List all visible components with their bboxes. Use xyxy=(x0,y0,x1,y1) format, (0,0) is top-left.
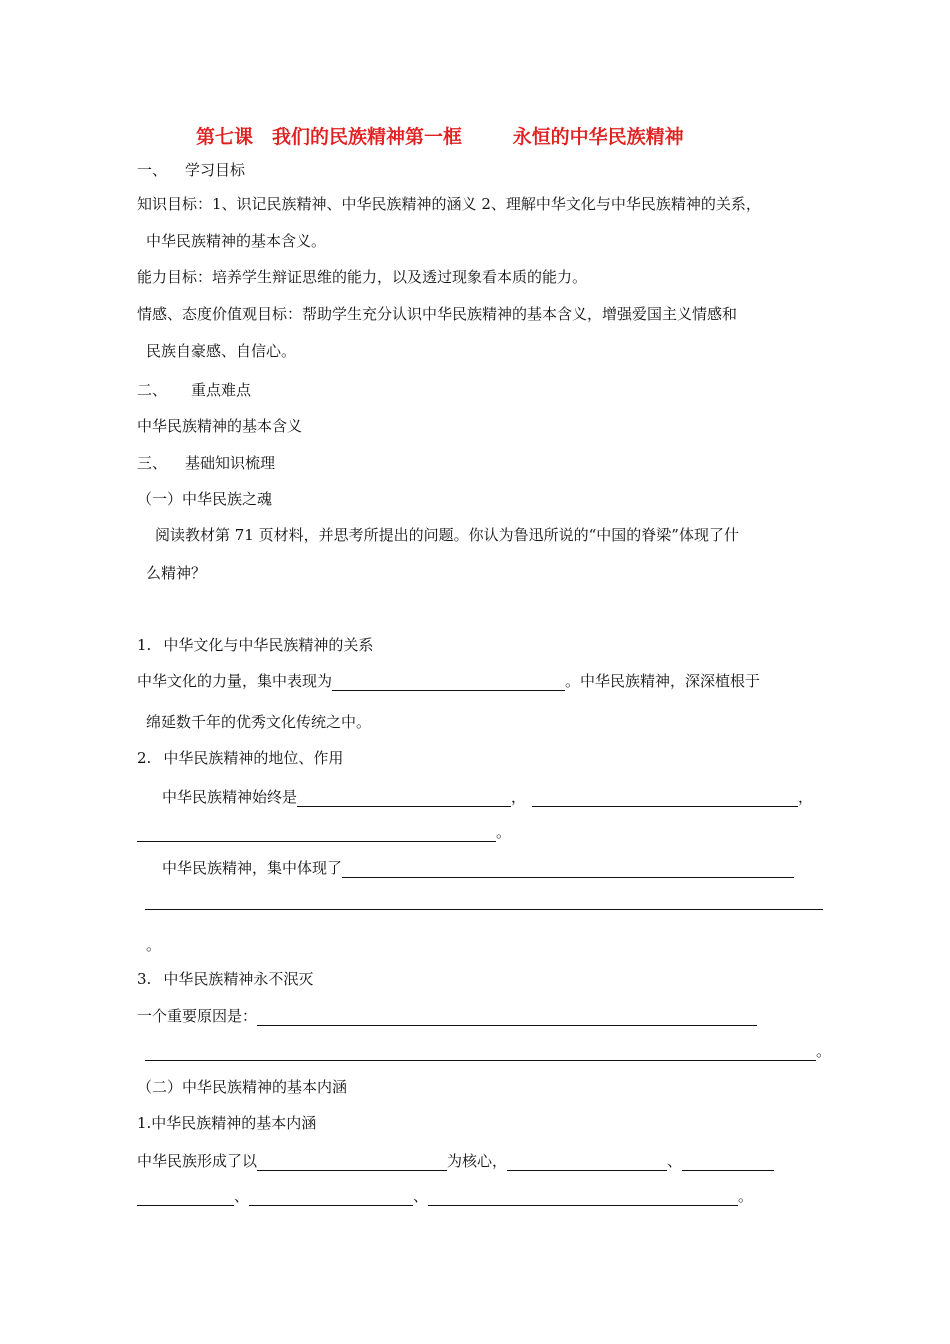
section-number: 二、 xyxy=(137,381,168,399)
item-2b-fill-line xyxy=(162,858,794,878)
sub2-prefix: 中华民族形成了以 xyxy=(137,1152,258,1170)
reading-prompt-line-2: 么精神？ xyxy=(146,564,207,582)
section-title: 重点难点 xyxy=(191,381,252,399)
item-2-heading xyxy=(137,748,343,768)
item-2b-prefix: 中华民族精神，集中体现了 xyxy=(162,859,343,877)
item-1-prefix: 中华文化的力量，集中表现为 xyxy=(137,672,333,690)
answer-blank[interactable] xyxy=(257,1010,757,1026)
page-title xyxy=(196,127,684,147)
answer-blank[interactable] xyxy=(532,791,798,807)
ability-goal: 能力目标：培养学生辩证思维的能力，以及透过现象看本质的能力。 xyxy=(137,268,588,286)
item-3-fill-line xyxy=(137,1006,757,1026)
section-number: 一、 xyxy=(137,161,168,179)
answer-blank[interactable] xyxy=(682,1155,774,1171)
answer-blank[interactable] xyxy=(145,1045,816,1061)
separator: 、 xyxy=(667,1152,683,1170)
item-3-prefix: 一个重要原因是： xyxy=(137,1007,258,1025)
item-1-fill-line xyxy=(137,671,760,691)
item-3-fill-line-2 xyxy=(145,1041,831,1061)
comma: ， xyxy=(511,788,527,806)
section-title: 学习目标 xyxy=(185,161,246,179)
subsection-1-heading: （一）中华民族之魂 xyxy=(137,490,273,508)
item-2-fill-line-2 xyxy=(137,822,511,842)
knowledge-goal-line-1: 知识目标：1、识记民族精神、中华民族精神的涵义 2、理解中华文化与中华民族精神的关系， xyxy=(137,195,761,213)
subsection-2-fill-line-2 xyxy=(137,1186,753,1206)
sub2-middle: 为核心， xyxy=(447,1152,508,1170)
item-title: 中华民族精神永不泯灭 xyxy=(163,970,314,988)
item-2-fill-line xyxy=(162,787,813,807)
answer-blank[interactable] xyxy=(342,862,794,878)
reading-prompt-line-1: 阅读教材第 71 页材料，并思考所提出的问题。你认为鲁迅所说的“中国的脊梁”体现了什 xyxy=(155,526,739,544)
item-2-prefix: 中华民族精神始终是 xyxy=(162,788,298,806)
answer-blank[interactable] xyxy=(297,791,511,807)
title-part-2: 永恒的中华民族精神 xyxy=(512,126,684,148)
item-1-suffix: 。中华民族精神，深深植根于 xyxy=(565,672,761,690)
period-mark: 。 xyxy=(146,936,162,954)
item-number: 3. xyxy=(137,970,152,988)
section-1-heading xyxy=(137,160,245,180)
subsection-2-item-1: 1.中华民族精神的基本内涵 xyxy=(137,1114,317,1132)
separator: 、 xyxy=(413,1187,429,1205)
period: 。 xyxy=(738,1187,754,1205)
section-title: 基础知识梳理 xyxy=(185,454,276,472)
separator: 、 xyxy=(234,1187,250,1205)
key-point-text: 中华民族精神的基本含义 xyxy=(137,417,303,435)
item-number: 1. xyxy=(137,636,152,654)
emotion-goal-line-2: 民族自豪感、自信心。 xyxy=(146,342,297,360)
answer-blank[interactable] xyxy=(332,675,565,691)
item-number: 2. xyxy=(137,749,152,767)
answer-blank[interactable] xyxy=(137,1190,234,1206)
knowledge-goal-line-2: 中华民族精神的基本含义。 xyxy=(146,232,327,250)
section-2-heading xyxy=(137,380,251,400)
section-3-heading xyxy=(137,453,275,473)
comma: ， xyxy=(798,788,814,806)
answer-blank[interactable] xyxy=(137,826,496,842)
period: 。 xyxy=(496,823,512,841)
answer-blank[interactable] xyxy=(257,1155,447,1171)
item-3-heading xyxy=(137,969,313,989)
answer-blank[interactable] xyxy=(507,1155,667,1171)
item-title: 中华民族精神的地位、作用 xyxy=(163,749,344,767)
item-1-line-2: 绵延数千年的优秀文化传统之中。 xyxy=(146,713,372,731)
answer-blank[interactable] xyxy=(428,1190,738,1206)
period: 。 xyxy=(816,1042,832,1060)
item-1-heading xyxy=(137,635,373,655)
answer-blank[interactable] xyxy=(249,1190,413,1206)
subsection-2-heading: （二）中华民族精神的基本内涵 xyxy=(137,1078,348,1096)
title-part-1: 第七课 我们的民族精神第一框 xyxy=(196,126,463,148)
section-number: 三、 xyxy=(137,454,168,472)
subsection-2-fill-line xyxy=(137,1151,774,1171)
answer-line[interactable] xyxy=(145,909,823,910)
item-title: 中华文化与中华民族精神的关系 xyxy=(163,636,374,654)
emotion-goal-line-1: 情感、态度价值观目标：帮助学生充分认识中华民族精神的基本含义，增强爱国主义情感和 xyxy=(137,305,738,323)
